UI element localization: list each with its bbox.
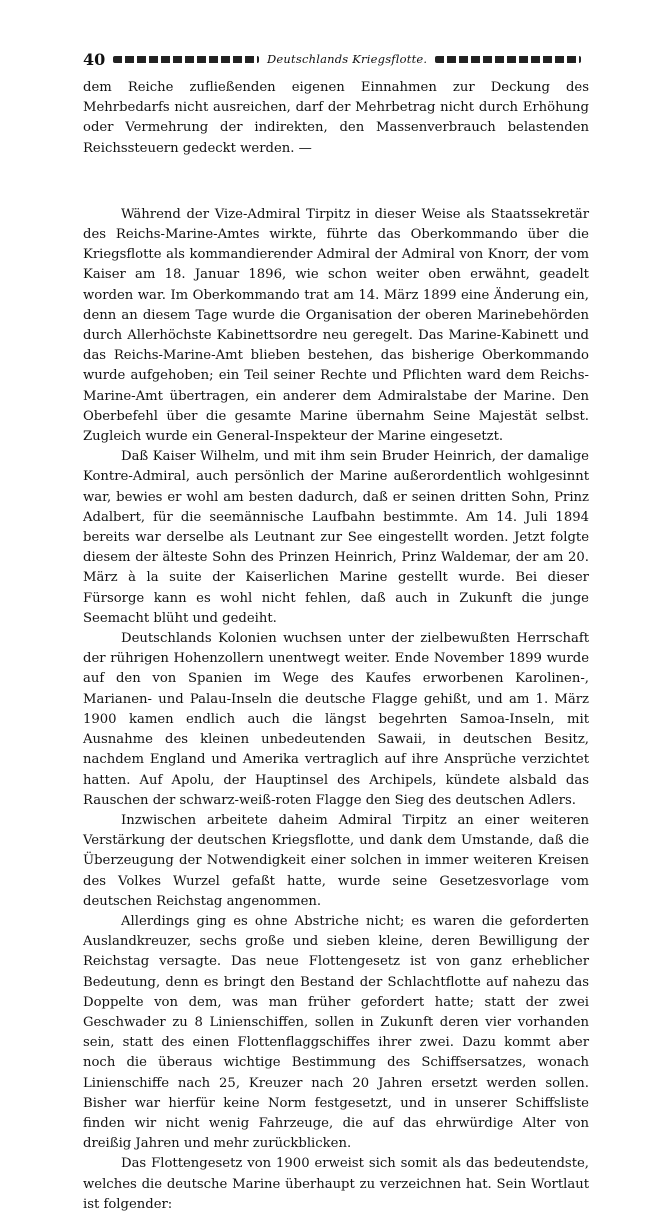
paragraph: Während der Vize-Admiral Tirpitz in dieser Weise als Staatssekretär des Reichs-Marine-Amtes wirkte, führte das Oberkommando über die Kriegsflotte als kommandierender Admiral der Admiral von Knorr, der vom Kaiser am 18. Januar 1896, wie schon weiter oben erwähnt, geadelt worden war. Im Oberkommando trat am 14. März 1899 eine Änderung ein, denn an diesem Tage wurde die Organisation der oberen Marinebehörden durch Allerhöchste Kabinettsordre neu geregelt. Das Marine-Kabinett und das Reichs-Marine-Amt blieben bestehen, das bisherige Oberkommando wurde aufgehoben; ein Teil seiner Rechte und Pflichten ward dem Reichs-Marine-Amt übertragen, ein anderer dem Admiralstabe der Marine. Den Oberbefehl über die gesamte Marine übernahm Seine Majestät selbst. Zugleich wurde ein General-Inspekteur der Marine eingesetzt.	[83, 206, 589, 445]
paragraph: Allerdings ging es ohne Abstriche nicht; es waren die geforderten Auslandkreuzer, sechs große und sieben kleine, deren Bewilligung der Reichstag versagte. Das neue Flottengesetz ist von ganz erheblicher Bedeutung, denn es bringt den Bestand der Schlachtflotte auf nahezu das Doppelte von dem, was man früher gefordert hatte; statt der zwei Geschwader zu 8 Linienschiffen, sollen in Zukunft deren vier vorhanden sein, statt des einen Flottenflaggschiffes ihrer zwei. Dazu kommt aber noch die überaus wichtige Bestimmung des Schiffsersatzes, wonach Linienschiffe nach 25, Kreuzer nach 20 Jahren ersetzt werden sollen. Bisher war hierfür keine Norm festgesetzt, und in unserer Schiffsliste finden wir nicht wenig Fahrzeuge, die auf das ehrwürdige Alter von dreißig Jahren und mehr zurückblicken.	[83, 913, 589, 1152]
paragraph: Daß Kaiser Wilhelm, und mit ihm sein Bruder Heinrich, der damalige Kontre-Admiral, auch persönlich der Marine außerordentlich wohlgesinnt war, bewies er wohl am besten dadurch, daß er seinen dritten Sohn, Prinz Adalbert, für die seemännische Laufbahn bestimmte. Am 14. Juli 1894 bereits war derselbe als Leutnant zur See eingestellt worden. Jetzt folgte diesem der älteste Sohn des Prinzen Heinrich, Prinz Waldemar, der am 20. März à la suite der Kaiserlichen Marine gestellt wurde. Bei dieser Fürsorge kann es wohl nicht fehlen, daß auch in Zukunft die junge Seemacht blüht und gedeiht.	[83, 449, 589, 626]
page-header	[83, 48, 589, 70]
paragraph: Das Flottengesetz von 1900 erweist sich somit als das bedeutendste, welches die deutsche Marine überhaupt zu verzeichnen hat. Sein Wortlaut ist folgender:	[83, 1156, 589, 1212]
paragraph: Deutschlands Kolonien wuchsen unter der zielbewußten Herrschaft der rührigen Hohenzollern unentwegt weiter. Ende November 1899 wurde auf den von Spanien im Wege des Kaufes erworbenen Karolinen-, Marianen- und Palau-Inseln die deutsche Flagge gehißt, und am 1. März 1900 kamen endlich auch die längst begehrten Samoa-Inseln, mit Ausnahme des kleinen unbedeutenden Sawaii, in deutschen Besitz, nachdem England und Amerika vertraglich auf ihre Ansprüche verzichtet hatten. Auf Apolu, der Hauptinsel des Archipels, kündete alsbald das Rauschen der schwarz-weiß-roten Flagge den Sieg des deutschen Adlers.	[83, 631, 589, 808]
paragraph: Inzwischen arbeitete daheim Admiral Tirpitz an einer weiteren Verstärkung der deutschen Kriegsflotte, und dank dem Umstande, daß die Überzeugung der Notwendigkeit einer solchen in immer weiteren Kreisen des Volkes Wurzel gefaßt hatte, wurde seine Gesetzesvorlage vom deutschen Reichstag angenommen.	[83, 812, 589, 909]
paragraph: dem Reiche zufließenden eigenen Einnahmen zur Deckung des Mehrbedarfs nicht ausreichen, darf der Mehrbetrag nicht durch Erhöhung oder Vermehrung der indirekten, den Massenverbrauch belastenden Reichssteuern gedeckt werden. —	[83, 80, 589, 156]
running-title: Deutschlands Kriegsflotte.	[267, 52, 428, 66]
book-page	[83, 48, 589, 1215]
header-ornament-right	[435, 56, 581, 63]
section-gap	[83, 159, 589, 205]
page-number: 40	[83, 49, 106, 69]
header-ornament-left	[113, 56, 259, 63]
